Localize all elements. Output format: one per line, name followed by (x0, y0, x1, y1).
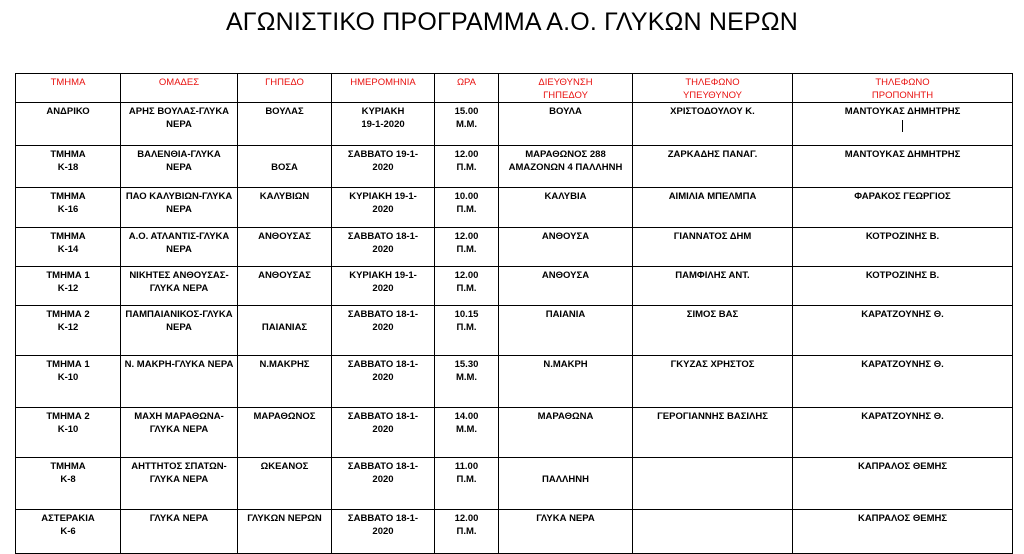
cell-tilefono-ypeuthynou[interactable]: ΠΑΜΦΙΛΗΣ ΑΝΤ. (633, 267, 793, 306)
table-row (16, 188, 1013, 228)
cell-tmima[interactable]: ΤΜΗΜΑ Κ-14 (16, 228, 121, 267)
cell-ora[interactable]: 12.00 Π.Μ. (435, 146, 499, 188)
table-row (16, 356, 1013, 408)
cell-tmima[interactable]: ΑΝΔΡΙΚΟ (16, 103, 121, 146)
cell-dieuthynsi[interactable]: ΠΑΙΑΝΙΑ (499, 306, 633, 356)
cell-omades[interactable]: ΜΑΧΗ ΜΑΡΑΘΩΝΑ- ΓΛΥΚΑ ΝΕΡΑ (121, 408, 238, 458)
cell-tilefono-ypeuthynou[interactable] (633, 510, 793, 554)
cell-gipedo[interactable]: ΑΝΘΟΥΣΑΣ (238, 267, 332, 306)
cell-omades[interactable]: ΑΡΗΣ ΒΟΥΛΑΣ-ΓΛΥΚΑ ΝΕΡΑ (121, 103, 238, 146)
cell-gipedo[interactable]: ΠΑΙΑΝΙΑΣ (238, 306, 332, 356)
cell-ora[interactable]: 12.00 Π.Μ. (435, 510, 499, 554)
cell-omades[interactable]: ΠΑΟ ΚΑΛΥΒΙΩΝ-ΓΛΥΚΑ ΝΕΡΑ (121, 188, 238, 228)
cell-ora[interactable]: 10.00 Π.Μ. (435, 188, 499, 228)
cell-dieuthynsi[interactable]: ΒΟΥΛΑ (499, 103, 633, 146)
text-cursor (902, 120, 903, 132)
table-row (16, 510, 1013, 554)
cell-dieuthynsi[interactable]: ΠΑΛΛΗΝΗ (499, 458, 633, 510)
cell-tmima[interactable]: ΑΣΤΕΡΑΚΙΑ Κ-6 (16, 510, 121, 554)
cell-tilefono-proponiti[interactable]: ΚΟΤΡΟΖΙΝΗΣ Β. (793, 228, 1013, 267)
cell-tmima[interactable]: ΤΜΗΜΑ 2 Κ-12 (16, 306, 121, 356)
cell-gipedo[interactable]: ΑΝΘΟΥΣΑΣ (238, 228, 332, 267)
cell-tilefono-proponiti[interactable]: ΚΟΤΡΟΖΙΝΗΣ Β. (793, 267, 1013, 306)
cell-omades[interactable]: Α.Ο. ΑΤΛΑΝΤΙΣ-ΓΛΥΚΑ ΝΕΡΑ (121, 228, 238, 267)
header-imerominia: ΗΜΕΡΟΜΗΝΙΑ (332, 74, 435, 103)
cell-dieuthynsi[interactable]: ΜΑΡΑΘΩΝΑ (499, 408, 633, 458)
cell-dieuthynsi[interactable]: ΚΑΛΥΒΙΑ (499, 188, 633, 228)
cell-tilefono-ypeuthynou[interactable]: ΣΙΜΟΣ ΒΑΣ (633, 306, 793, 356)
cell-imerominia[interactable]: ΣΑΒΒΑΤΟ 18-1- 2020 (332, 458, 435, 510)
cell-tmima[interactable]: ΤΜΗΜΑ 2 Κ-10 (16, 408, 121, 458)
cell-ora[interactable]: 11.00 Π.Μ. (435, 458, 499, 510)
cell-tmima[interactable]: ΤΜΗΜΑ 1 Κ-10 (16, 356, 121, 408)
header-tilefono-ypeuthynou: ΤΗΛΕΦΩΝΟ ΥΠΕΥΘΥΝΟΥ (633, 74, 793, 103)
cell-ora[interactable]: 15.30 Μ.Μ. (435, 356, 499, 408)
table-row (16, 103, 1013, 146)
cell-imerominia[interactable]: ΣΑΒΒΑΤΟ 18-1- 2020 (332, 356, 435, 408)
cell-imerominia[interactable]: ΣΑΒΒΑΤΟ 18-1- 2020 (332, 306, 435, 356)
cell-tilefono-proponiti[interactable]: ΜΑΝΤΟΥΚΑΣ ΔΗΜΗΤΡΗΣ (793, 146, 1013, 188)
cell-ora[interactable]: 15.00 Μ.Μ. (435, 103, 499, 146)
cell-tilefono-ypeuthynou[interactable]: ΓΙΑΝΝΑΤΟΣ ΔΗΜ (633, 228, 793, 267)
cell-tilefono-ypeuthynou[interactable]: ΧΡΙΣΤΟΔΟΥΛΟΥ Κ. (633, 103, 793, 146)
cell-imerominia[interactable]: ΚΥΡΙΑΚΗ 19-1- 2020 (332, 188, 435, 228)
cell-tilefono-proponiti[interactable]: ΚΑΠΡΑΛΟΣ ΘΕΜΗΣ (793, 458, 1013, 510)
table-row (16, 306, 1013, 356)
page-title: ΑΓΩΝΙΣΤΙΚΟ ΠΡΟΓΡΑΜΜΑ Α.Ο. ΓΛΥΚΩΝ ΝΕΡΩΝ (225, 8, 799, 36)
cell-imerominia[interactable]: ΚΥΡΙΑΚΗ 19-1- 2020 (332, 267, 435, 306)
cell-tmima[interactable]: ΤΜΗΜΑ Κ-8 (16, 458, 121, 510)
cell-imerominia[interactable]: ΣΑΒΒΑΤΟ 18-1- 2020 (332, 510, 435, 554)
cell-tilefono-proponiti[interactable]: ΦΑΡΑΚΟΣ ΓΕΩΡΓΙΟΣ (793, 188, 1013, 228)
cell-ora[interactable]: 12.00 Π.Μ. (435, 267, 499, 306)
cell-dieuthynsi[interactable]: ΓΛΥΚΑ ΝΕΡΑ (499, 510, 633, 554)
cell-tilefono-ypeuthynou[interactable]: ΓΚΥΖΑΣ ΧΡΗΣΤΟΣ (633, 356, 793, 408)
cell-ora[interactable]: 10.15 Π.Μ. (435, 306, 499, 356)
cell-ora[interactable]: 14.00 Μ.Μ. (435, 408, 499, 458)
cell-tmima[interactable]: ΤΜΗΜΑ 1 Κ-12 (16, 267, 121, 306)
cell-imerominia[interactable]: ΚΥΡΙΑΚΗ 19-1-2020 (332, 103, 435, 146)
cell-tilefono-ypeuthynou[interactable]: ΑΙΜΙΛΙΑ ΜΠΕΛΜΠΑ (633, 188, 793, 228)
cell-omades[interactable]: ΒΑΛΕΝΘΙΑ-ΓΛΥΚΑ ΝΕΡΑ (121, 146, 238, 188)
header-ora: ΩΡΑ (435, 74, 499, 103)
cell-imerominia[interactable]: ΣΑΒΒΑΤΟ 18-1- 2020 (332, 228, 435, 267)
cell-dieuthynsi[interactable]: ΑΝΘΟΥΣΑ (499, 267, 633, 306)
header-omades: ΟΜΑΔΕΣ (121, 74, 238, 103)
cell-tmima[interactable]: ΤΜΗΜΑ Κ-16 (16, 188, 121, 228)
cell-tilefono-proponiti[interactable]: ΚΑΡΑΤΖΟΥΝΗΣ Θ. (793, 408, 1013, 458)
schedule-table (15, 73, 1013, 554)
cell-gipedo[interactable]: ΓΛΥΚΩΝ ΝΕΡΩΝ (238, 510, 332, 554)
cell-tilefono-proponiti[interactable]: ΚΑΡΑΤΖΟΥΝΗΣ Θ. (793, 306, 1013, 356)
cell-gipedo[interactable]: Ν.ΜΑΚΡΗΣ (238, 356, 332, 408)
header-tilefono-proponiti: ΤΗΛΕΦΩΝΟ ΠΡΟΠΟΝΗΤΗ (793, 74, 1013, 103)
cell-tilefono-proponiti-text: ΜΑΝΤΟΥΚΑΣ ΔΗΜΗΤΡΗΣ (844, 106, 961, 117)
header-tmima: ΤΜΗΜΑ (16, 74, 121, 103)
cell-tmima[interactable]: ΤΜΗΜΑ Κ-18 (16, 146, 121, 188)
cell-omades[interactable]: Ν. ΜΑΚΡΗ-ΓΛΥΚΑ ΝΕΡΑ (121, 356, 238, 408)
cell-imerominia[interactable]: ΣΑΒΒΑΤΟ 18-1- 2020 (332, 408, 435, 458)
cell-tilefono-ypeuthynou[interactable]: ΖΑΡΚΑΔΗΣ ΠΑΝΑΓ. (633, 146, 793, 188)
cell-omades[interactable]: ΝΙΚΗΤΕΣ ΑΝΘΟΥΣΑΣ- ΓΛΥΚΑ ΝΕΡΑ (121, 267, 238, 306)
header-dieuthynsi: ΔΙΕΥΘΥΝΣΗ ΓΗΠΕΔΟΥ (499, 74, 633, 103)
cell-tilefono-proponiti[interactable]: ΚΑΠΡΑΛΟΣ ΘΕΜΗΣ (793, 510, 1013, 554)
header-gipedo: ΓΗΠΕΔΟ (238, 74, 332, 103)
table-row (16, 458, 1013, 510)
cell-omades[interactable]: ΓΛΥΚΑ ΝΕΡΑ (121, 510, 238, 554)
cell-tilefono-proponiti[interactable] (793, 103, 1013, 146)
cell-gipedo[interactable]: ΚΑΛΥΒΙΩΝ (238, 188, 332, 228)
cell-dieuthynsi[interactable]: ΜΑΡΑΘΩΝΟΣ 288 ΑΜΑΖΟΝΩΝ 4 ΠΑΛΛΗΝΗ (499, 146, 633, 188)
table-row (16, 408, 1013, 458)
cell-gipedo[interactable]: ΩΚΕΑΝΟΣ (238, 458, 332, 510)
cell-omades[interactable]: ΑΗΤΤΗΤΟΣ ΣΠΑΤΩΝ- ΓΛΥΚΑ ΝΕΡΑ (121, 458, 238, 510)
table-row (16, 146, 1013, 188)
cell-tilefono-ypeuthynou[interactable]: ΓΕΡΟΓΙΑΝΝΗΣ ΒΑΣΙΛΗΣ (633, 408, 793, 458)
cell-imerominia[interactable]: ΣΑΒΒΑΤΟ 19-1- 2020 (332, 146, 435, 188)
cell-ora[interactable]: 12.00 Π.Μ. (435, 228, 499, 267)
cell-dieuthynsi[interactable]: ΑΝΘΟΥΣΑ (499, 228, 633, 267)
cell-tilefono-proponiti[interactable]: ΚΑΡΑΤΖΟΥΝΗΣ Θ. (793, 356, 1013, 408)
table-row (16, 267, 1013, 306)
cell-omades[interactable]: ΠΑΜΠΑΙΑΝΙΚΟΣ-ΓΛΥΚΑ ΝΕΡΑ (121, 306, 238, 356)
cell-gipedo[interactable]: ΒΟΣΑ (238, 146, 332, 188)
cell-gipedo[interactable]: ΒΟΥΛΑΣ (238, 103, 332, 146)
cell-tilefono-ypeuthynou[interactable] (633, 458, 793, 510)
cell-dieuthynsi[interactable]: Ν.ΜΑΚΡΗ (499, 356, 633, 408)
cell-gipedo[interactable]: ΜΑΡΑΘΩΝΟΣ (238, 408, 332, 458)
header-row (16, 74, 1013, 103)
table-row (16, 228, 1013, 267)
